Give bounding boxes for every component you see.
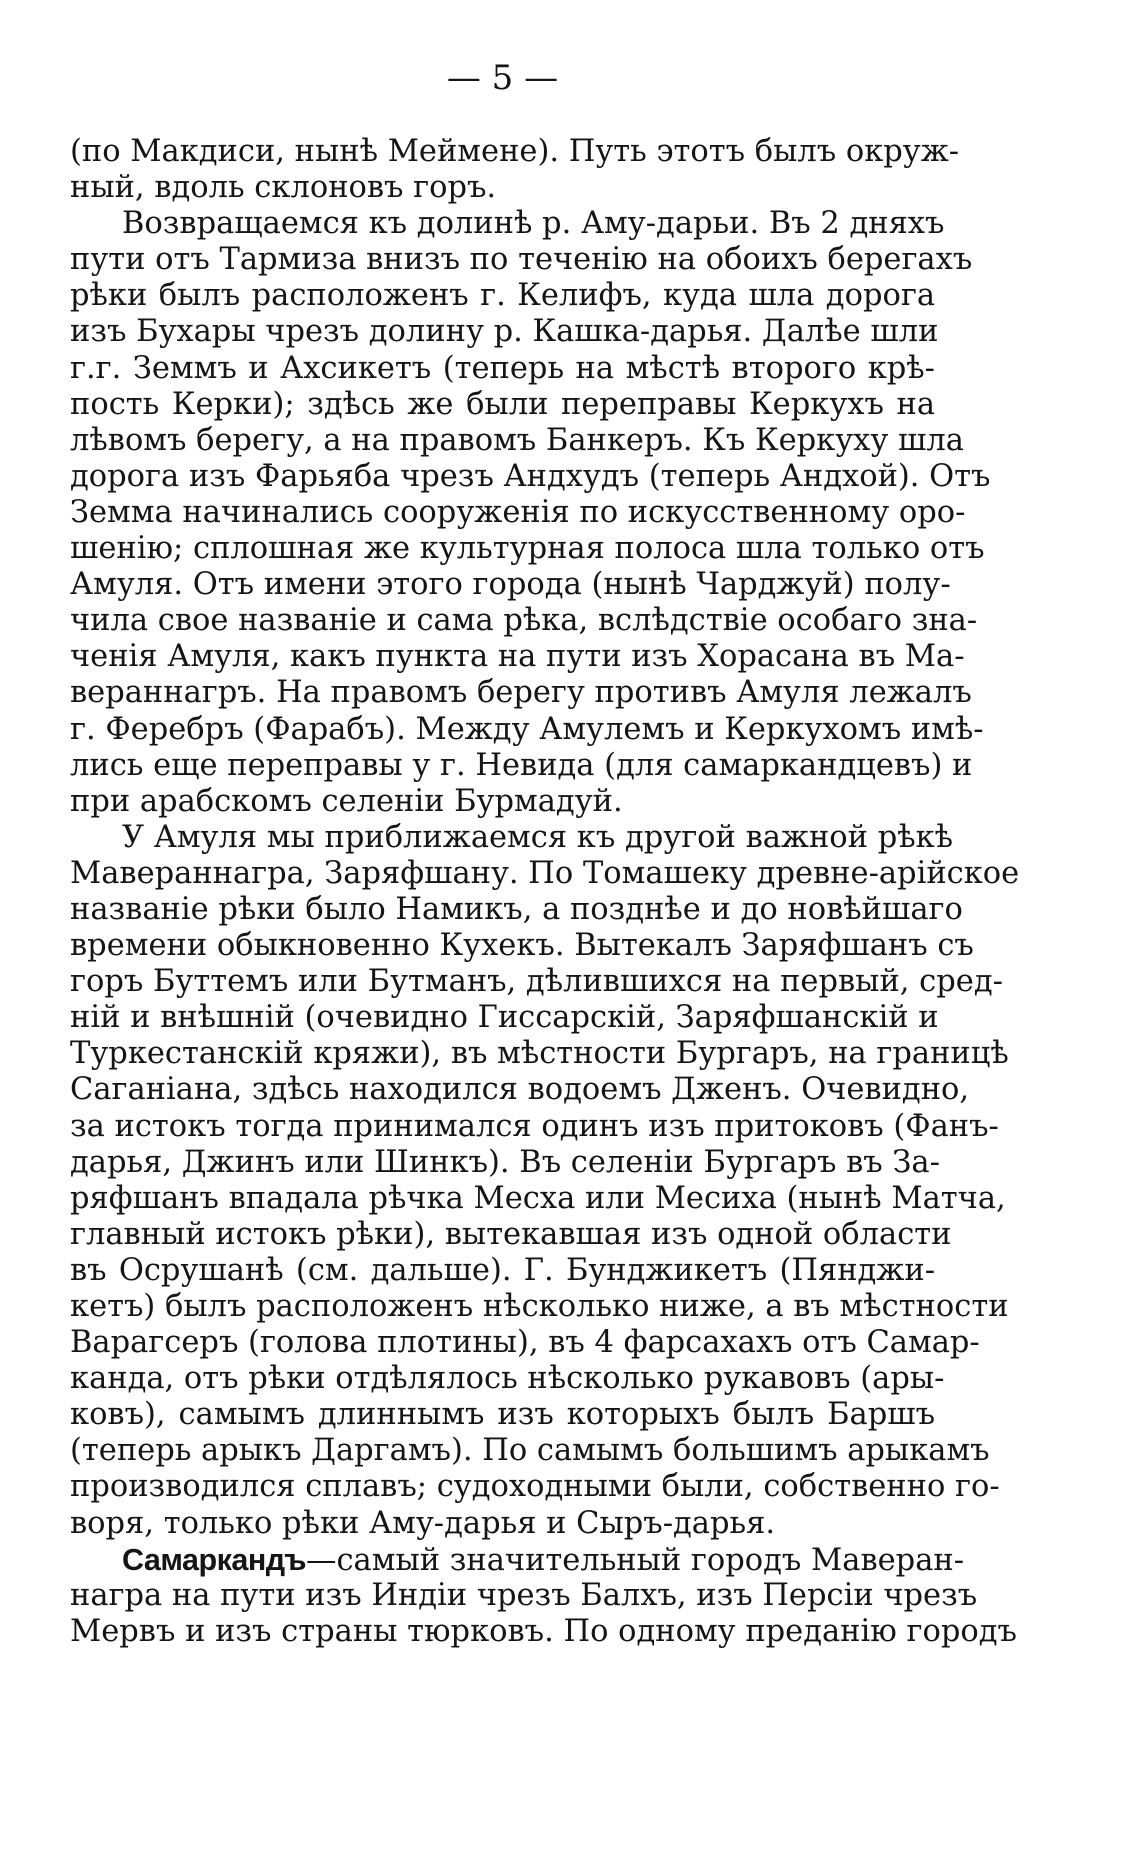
text-line: Мервъ и изъ страны тюрковъ. По одному преданію городъ <box>70 1613 1017 1649</box>
text-line: главный истокъ рѣки), вытекавшая изъ одной области <box>70 1216 952 1252</box>
paragraph-4 <box>70 1542 1017 1650</box>
text-line: производился сплавъ; судоходными были, собственно го- <box>70 1469 1000 1505</box>
text-line: названіе рѣки было Намикъ, а позднѣе и до новѣйшаго <box>70 891 963 927</box>
text-line: Амуля. Отъ имени этого города (нынѣ Чарджуй) полу- <box>70 567 951 603</box>
text-line: шенію; сплошная же культурная полоса шла только отъ <box>70 531 985 567</box>
text-line: ній и внѣшній (очевидно Гиссарскій, Заряфшанскій и <box>70 1000 939 1036</box>
text-line: за истокъ тогда принимался одинъ изъ притоковъ (Фанъ- <box>70 1108 999 1144</box>
text-line: ковъ), самымъ длиннымъ изъ которыхъ былъ Баршъ <box>70 1397 935 1433</box>
text-line <box>70 1542 965 1578</box>
text-line: лись еще переправы у г. Невида (для самаркандцевъ) и <box>70 747 973 783</box>
text-line: Варагсеръ (голова плотины), въ 4 фарсахахъ отъ Самар- <box>70 1325 980 1361</box>
text-line: канда, отъ рѣки отдѣлялось нѣсколько рукавовъ (ары- <box>70 1361 945 1397</box>
text-line: У Амуля мы приближаемся къ другой важной рѣкѣ <box>122 819 954 855</box>
paragraph-1 <box>70 134 960 206</box>
text-line: дорога изъ Фарьяба чрезъ Андхудъ (теперь Андхой). Отъ <box>70 458 991 494</box>
text-line: пути отъ Тармиза внизъ по теченію на обоихъ берегахъ <box>70 242 973 278</box>
paragraph-2 <box>70 206 991 820</box>
text-line: пость Керки); здѣсь же были переправы Керкухъ на <box>70 386 935 422</box>
text-line: времени обыкновенно Кухекъ. Вытекалъ Заряфшанъ съ <box>70 928 974 964</box>
text-line: при арабскомъ селеніи Бурмадуй. <box>70 783 623 819</box>
text-line: кетъ) былъ расположенъ нѣсколько ниже, а въ мѣстности <box>70 1289 1009 1324</box>
text-line: ряфшанъ впадала рѣчка Месха или Месиха (нынѣ Матча, <box>70 1180 1006 1216</box>
text-line: воря, только рѣки Аму-дарья и Сыръ-дарья. <box>70 1505 776 1541</box>
paragraph-3 <box>70 819 1020 1542</box>
text-line: ченія Амуля, какъ пункта на пути изъ Хорасана въ Ма- <box>70 639 965 675</box>
text-line: лѣвомъ берегу, а на правомъ Банкеръ. Къ Керкуху шла <box>70 422 964 458</box>
body-text <box>70 134 1020 1650</box>
text-line: въ Осрушанѣ (см. дальше). Г. Бунджикетъ (Пянджи- <box>70 1252 935 1288</box>
text-line: г. Феребръ (Фарабъ). Между Амулемъ и Керкухомъ имѣ- <box>70 711 984 747</box>
text-line: Возвращаемся къ долинѣ р. Аму-дарьи. Въ 2 дняхъ <box>122 206 945 242</box>
text-line: чила свое названіе и сама рѣка, вслѣдствіе особаго зна- <box>70 603 978 639</box>
text-line: горъ Буттемъ или Бутманъ, дѣлившихся на первый, сред- <box>70 964 1003 1000</box>
text-line: г.г. Земмъ и Ахсикетъ (теперь на мѣстѣ второго крѣ- <box>70 350 935 386</box>
text-line: (по Макдиси, нынѣ Меймене). Путь этотъ былъ окруж- <box>70 134 960 169</box>
lead-line-rest: —самый значительный городъ Маверан- <box>305 1542 965 1578</box>
text-line: Земма начинались сооруженія по искусственному оро- <box>70 494 966 530</box>
text-line: дарья, Джинъ или Шинкъ). Въ селеніи Бургаръ въ За- <box>70 1144 940 1180</box>
text-line: Саганіана, здѣсь находился водоемъ Дженъ. Очевидно, <box>70 1072 970 1108</box>
text-line: ный, вдоль склоновъ горъ. <box>70 170 497 206</box>
text-line: награ на пути изъ Индіи чрезъ Балхъ, изъ Персіи чрезъ <box>70 1577 978 1613</box>
text-line: рѣки былъ расположенъ г. Келифъ, куда шла дорога <box>70 278 935 314</box>
text-line: (теперь арыкъ Даргамъ). По самымъ большимъ арыкамъ <box>70 1433 990 1469</box>
lead-term: Самаркандъ <box>122 1542 306 1577</box>
text-line: вераннагръ. На правомъ берегу противъ Амуля лежалъ <box>70 675 972 711</box>
text-line: Мавераннагра, Заряфшану. По Томашеку древне-арійское <box>70 855 1020 891</box>
page-number: — 5 — <box>446 58 559 98</box>
text-line: изъ Бухары чрезъ долину р. Кашка-дарья. Далѣе шли <box>70 314 939 350</box>
text-line: Туркестанскій кряжи), въ мѣстности Бургаръ, на границѣ <box>70 1036 1009 1072</box>
